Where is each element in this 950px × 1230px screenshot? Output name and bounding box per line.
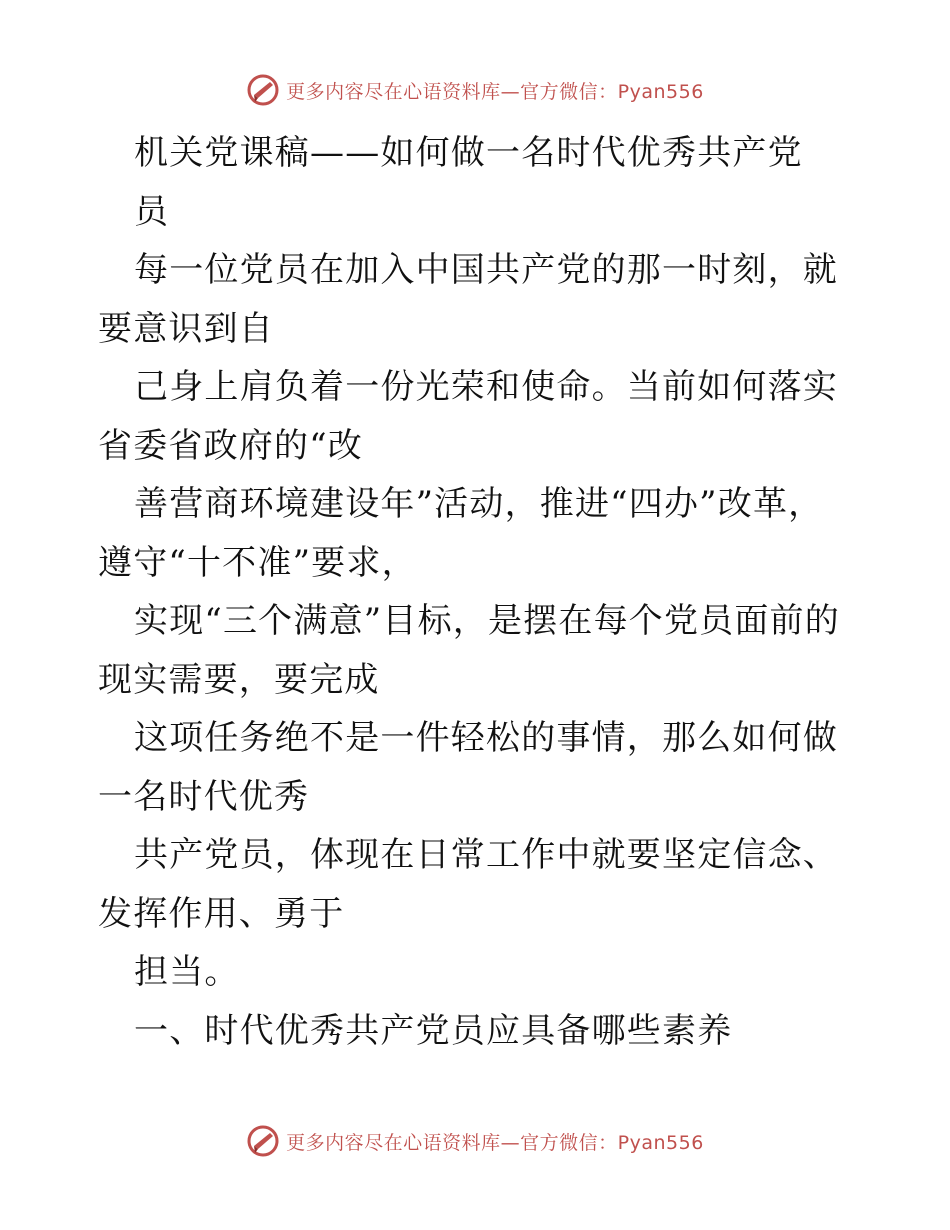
paragraph: 善营商环境建设年”活动，推进“四办”改革，遵守“十不准”要求， [98,484,824,583]
paragraph: 己身上肩负着一份光荣和使命。当前如何落实省委省政府的“改 [98,367,838,466]
header-banner-text: 更多内容尽在心语资料库—官方微信：Pyan556 [286,80,704,103]
logo-icon [246,1124,280,1158]
section-heading: 一、时代优秀共产党员应具备哪些素养 [134,1010,733,1051]
logo-icon [246,73,280,107]
paragraph: 担当。 [134,952,240,992]
paragraph: 实现“三个满意”目标，是摆在每个党员面前的现实需要，要完成 [98,601,840,700]
paragraph: 每一位党员在加入中国共产党的那一时刻，就要意识到自 [98,250,838,349]
footer-banner-text: 更多内容尽在心语资料库—官方微信：Pyan556 [286,1131,704,1154]
title-line: 机关党课稿——如何做一名时代优秀共产党 [134,133,803,173]
document-body [98,124,858,1060]
paragraph: 这项任务绝不是一件轻松的事情，那么如何做一名时代优秀 [98,718,838,817]
header-banner [0,70,950,110]
paragraph: 共产党员，体现在日常工作中就要坚定信念、发挥作用、勇于 [98,835,838,934]
footer-banner [0,1121,950,1161]
title-line-continued: 员 [134,191,170,232]
